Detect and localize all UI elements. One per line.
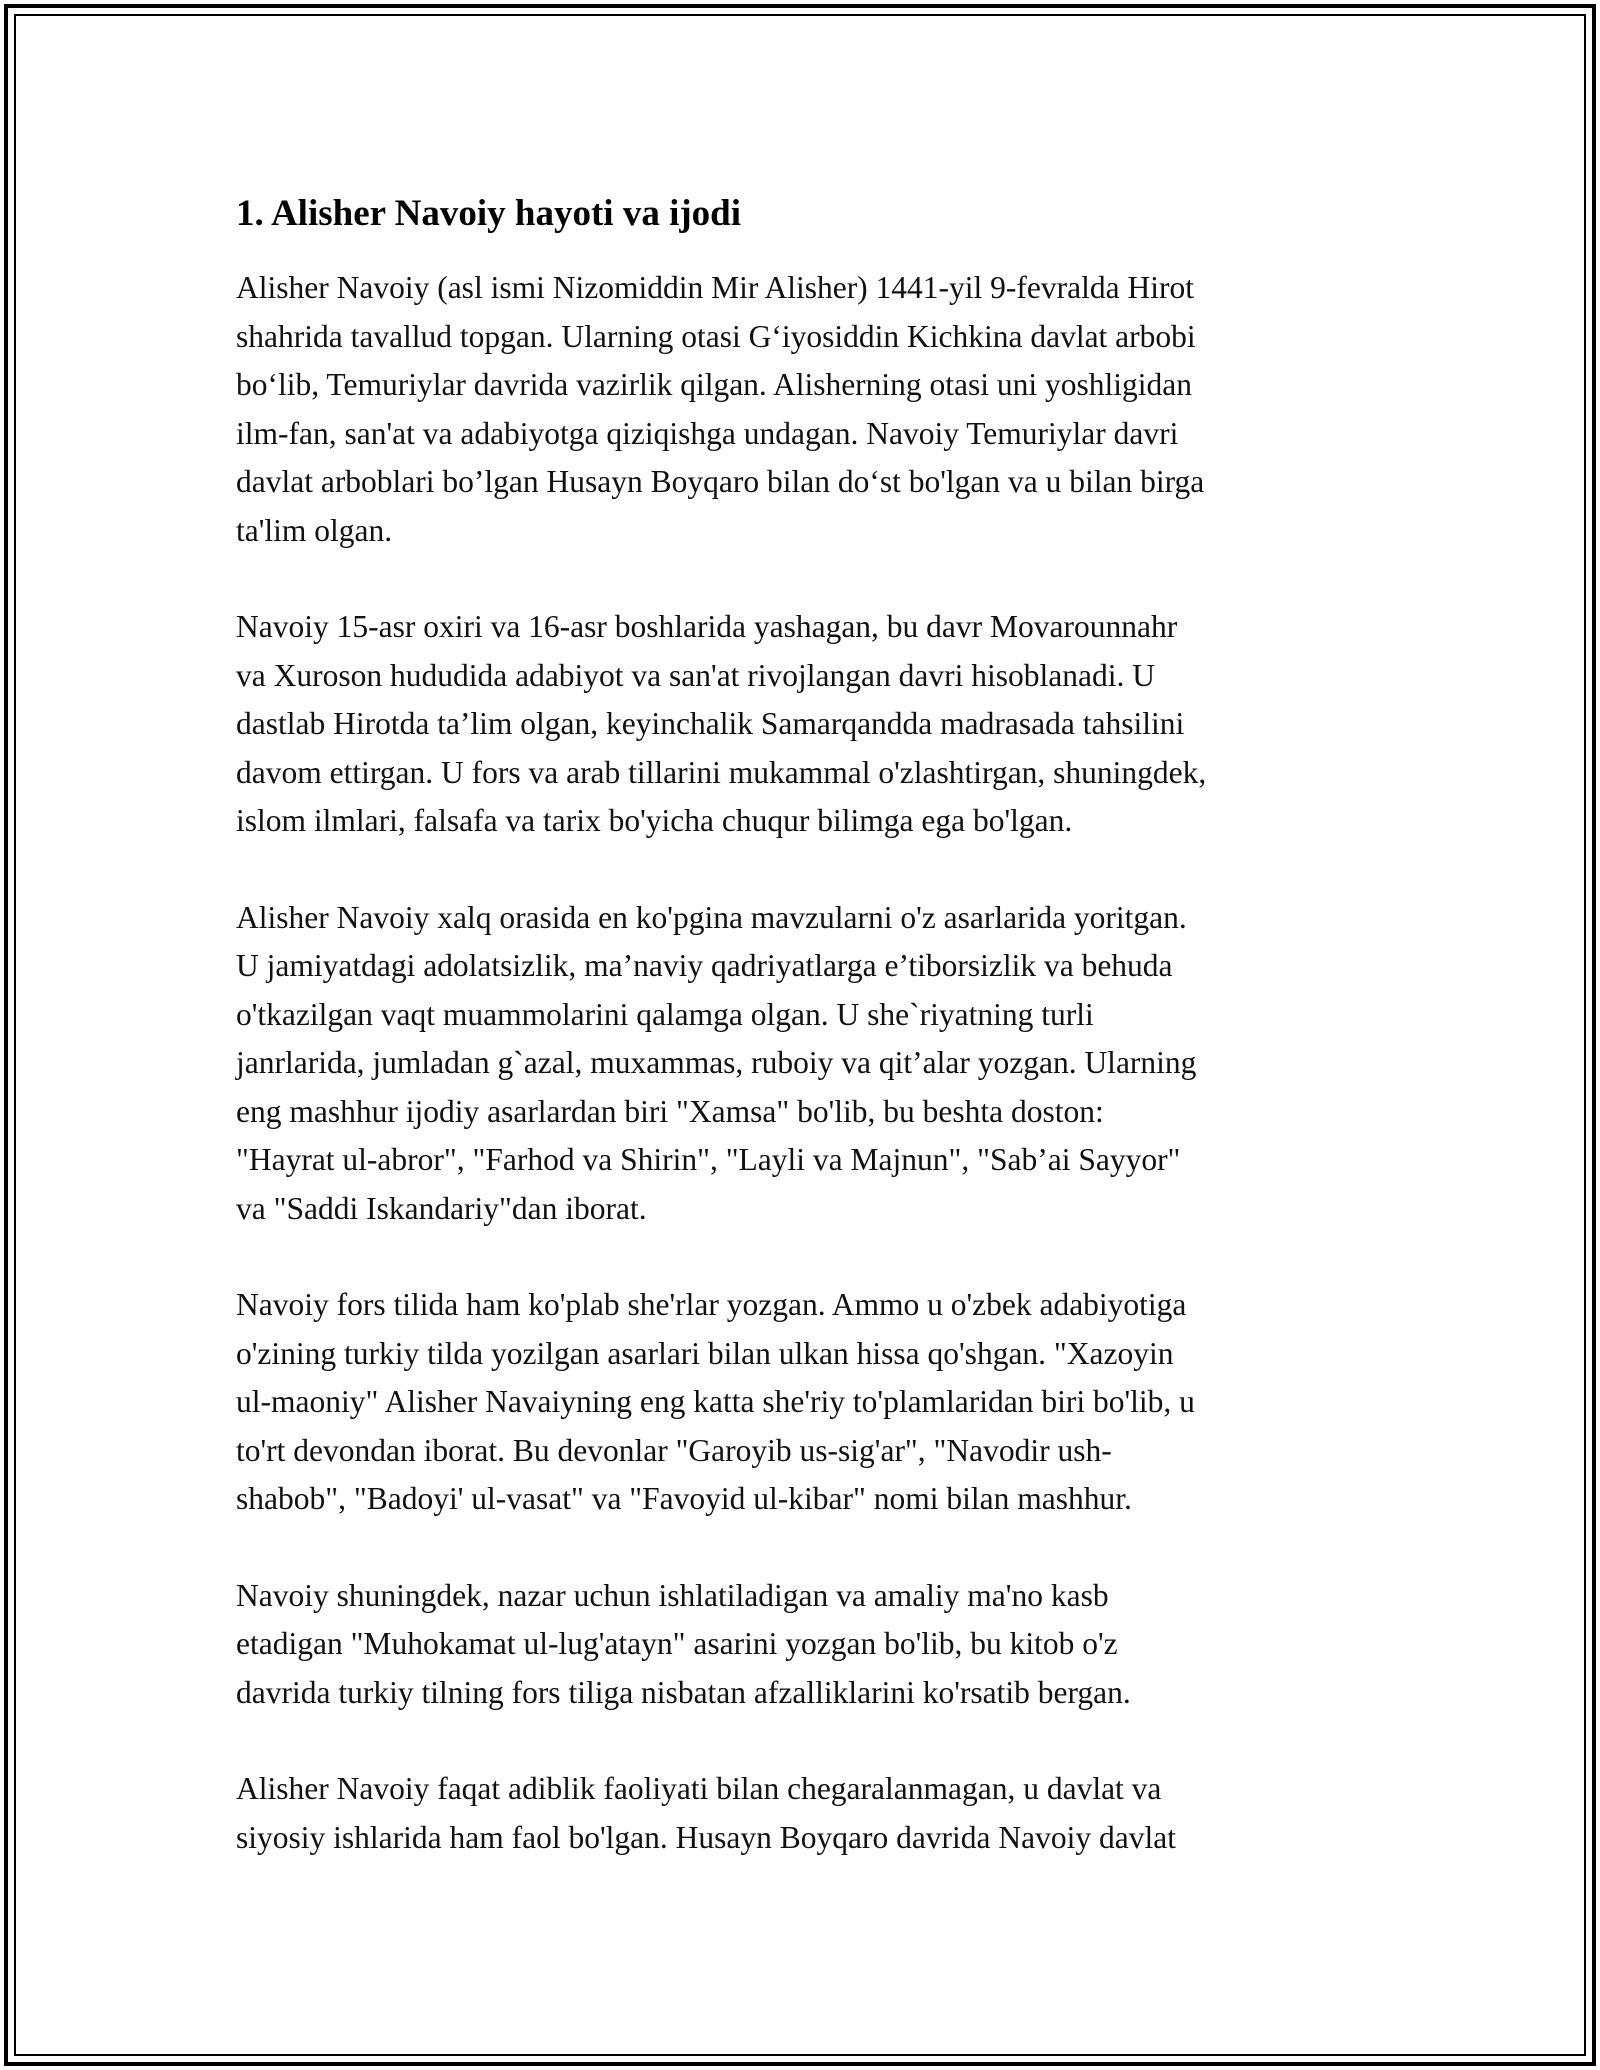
text-line: etadigan "Muhokamat ul-lug'atayn" asarini yozgan bo'lib, bu kitob o'z xyxy=(236,1626,1118,1661)
text-line: Navoiy shuningdek, nazar uchun ishlatiladigan va amaliy ma'no kasb xyxy=(236,1577,1109,1613)
paragraph xyxy=(236,1572,1366,1718)
paragraph xyxy=(236,1281,1366,1524)
text-line: shahrida tavallud topgan. Ularning otasi G‘iyosiddin Kichkina davlat arbobi xyxy=(236,318,1196,354)
text-line: o'tkazilgan vaqt muammolarini qalamga olgan. U she`riyatning turli xyxy=(236,996,1094,1032)
text-line: shabob", "Badoyi' ul-vasat" va "Favoyid ul-kibar" nomi bilan mashhur. xyxy=(236,1481,1132,1516)
text-line: Navoiy fors tilida ham ko'plab she'rlar yozgan. Ammo u o'zbek adabiyotiga xyxy=(236,1287,1187,1322)
text-line: dastlab Hirotda ta’lim olgan, keyinchalik Samarqandda madrasada tahsilini xyxy=(236,706,1185,741)
text-line: va "Saddi Iskandariy"dan iborat. xyxy=(236,1190,647,1226)
section-heading: 1. Alisher Navoiy hayoti va ijodi xyxy=(236,193,742,234)
text-line: ilm-fan, san'at va adabiyotga qiziqishga undagan. Navoiy Temuriylar davri xyxy=(236,415,1179,451)
text-line: Navoiy 15-asr oxiri va 16-asr boshlarida yashagan, bu davr Movarounnahr xyxy=(236,609,1178,644)
text-line: davlat arboblari bo’lgan Husayn Boyqaro bilan do‘st bo'lgan va u bilan birga xyxy=(236,464,1205,499)
text-line: to'rt devondan iborat. Bu devonlar "Garoyib us-sig'ar", "Navodir ush- xyxy=(236,1432,1112,1468)
text-line: Alisher Navoiy xalq orasida en ko'pgina mavzularni o'z asarlarida yoritgan. xyxy=(236,899,1187,935)
text-line: va Xuroson hududida adabiyot va san'at rivojlangan davri hisoblanadi. U xyxy=(236,657,1155,693)
paragraph xyxy=(236,264,1366,555)
text-line: Alisher Navoiy (asl ismi Nizomiddin Mir Alisher) 1441-yil 9-fevralda Hirot xyxy=(236,270,1194,305)
text-line: "Hayrat ul-abror", "Farhod va Shirin", "Layli va Majnun", "Sab’ai Sayyor" xyxy=(236,1142,1181,1177)
text-line: o'zining turkiy tilda yozilgan asarlari bilan ulkan hissa qo'shgan. "Xazoyin xyxy=(236,1335,1174,1371)
text-line: davom ettirgan. U fors va arab tillarini mukammal o'zlashtirgan, shuningdek, xyxy=(236,754,1207,790)
text-line: U jamiyatdagi adolatsizlik, ma’naviy qadriyatlarga e’tiborsizlik va behuda xyxy=(236,948,1173,983)
text-line: janrlarida, jumladan g`azal, muxammas, ruboiy va qit’alar yozgan. Ularning xyxy=(236,1045,1197,1080)
text-line: islom ilmlari, falsafa va tarix bo'yicha chuqur bilimga ega bo'lgan. xyxy=(236,803,1073,838)
text-line: ul-maoniy" Alisher Navaiyning eng katta she'riy to'plamlaridan biri bo'lib, u xyxy=(236,1384,1195,1419)
paragraph xyxy=(236,603,1366,846)
text-line: Alisher Navoiy faqat adiblik faoliyati bilan chegaralanmagan, u davlat va xyxy=(236,1771,1162,1806)
document-body xyxy=(236,185,1366,1910)
text-line: bo‘lib, Temuriylar davrida vazirlik qilgan. Alisherning otasi uni yoshligidan xyxy=(236,367,1193,402)
text-line: ta'lim olgan. xyxy=(236,512,393,548)
paragraph xyxy=(236,1765,1366,1862)
text-line: siyosiy ishlarida ham faol bo'lgan. Husayn Boyqaro davrida Navoiy davlat xyxy=(236,1819,1176,1855)
text-line: davrida turkiy tilning fors tiliga nisbatan afzalliklarini ko'rsatib bergan. xyxy=(236,1674,1131,1710)
text-line: eng mashhur ijodiy asarlardan biri "Xamsa" bo'lib, bu beshta doston: xyxy=(236,1093,1104,1129)
paragraph xyxy=(236,894,1366,1234)
